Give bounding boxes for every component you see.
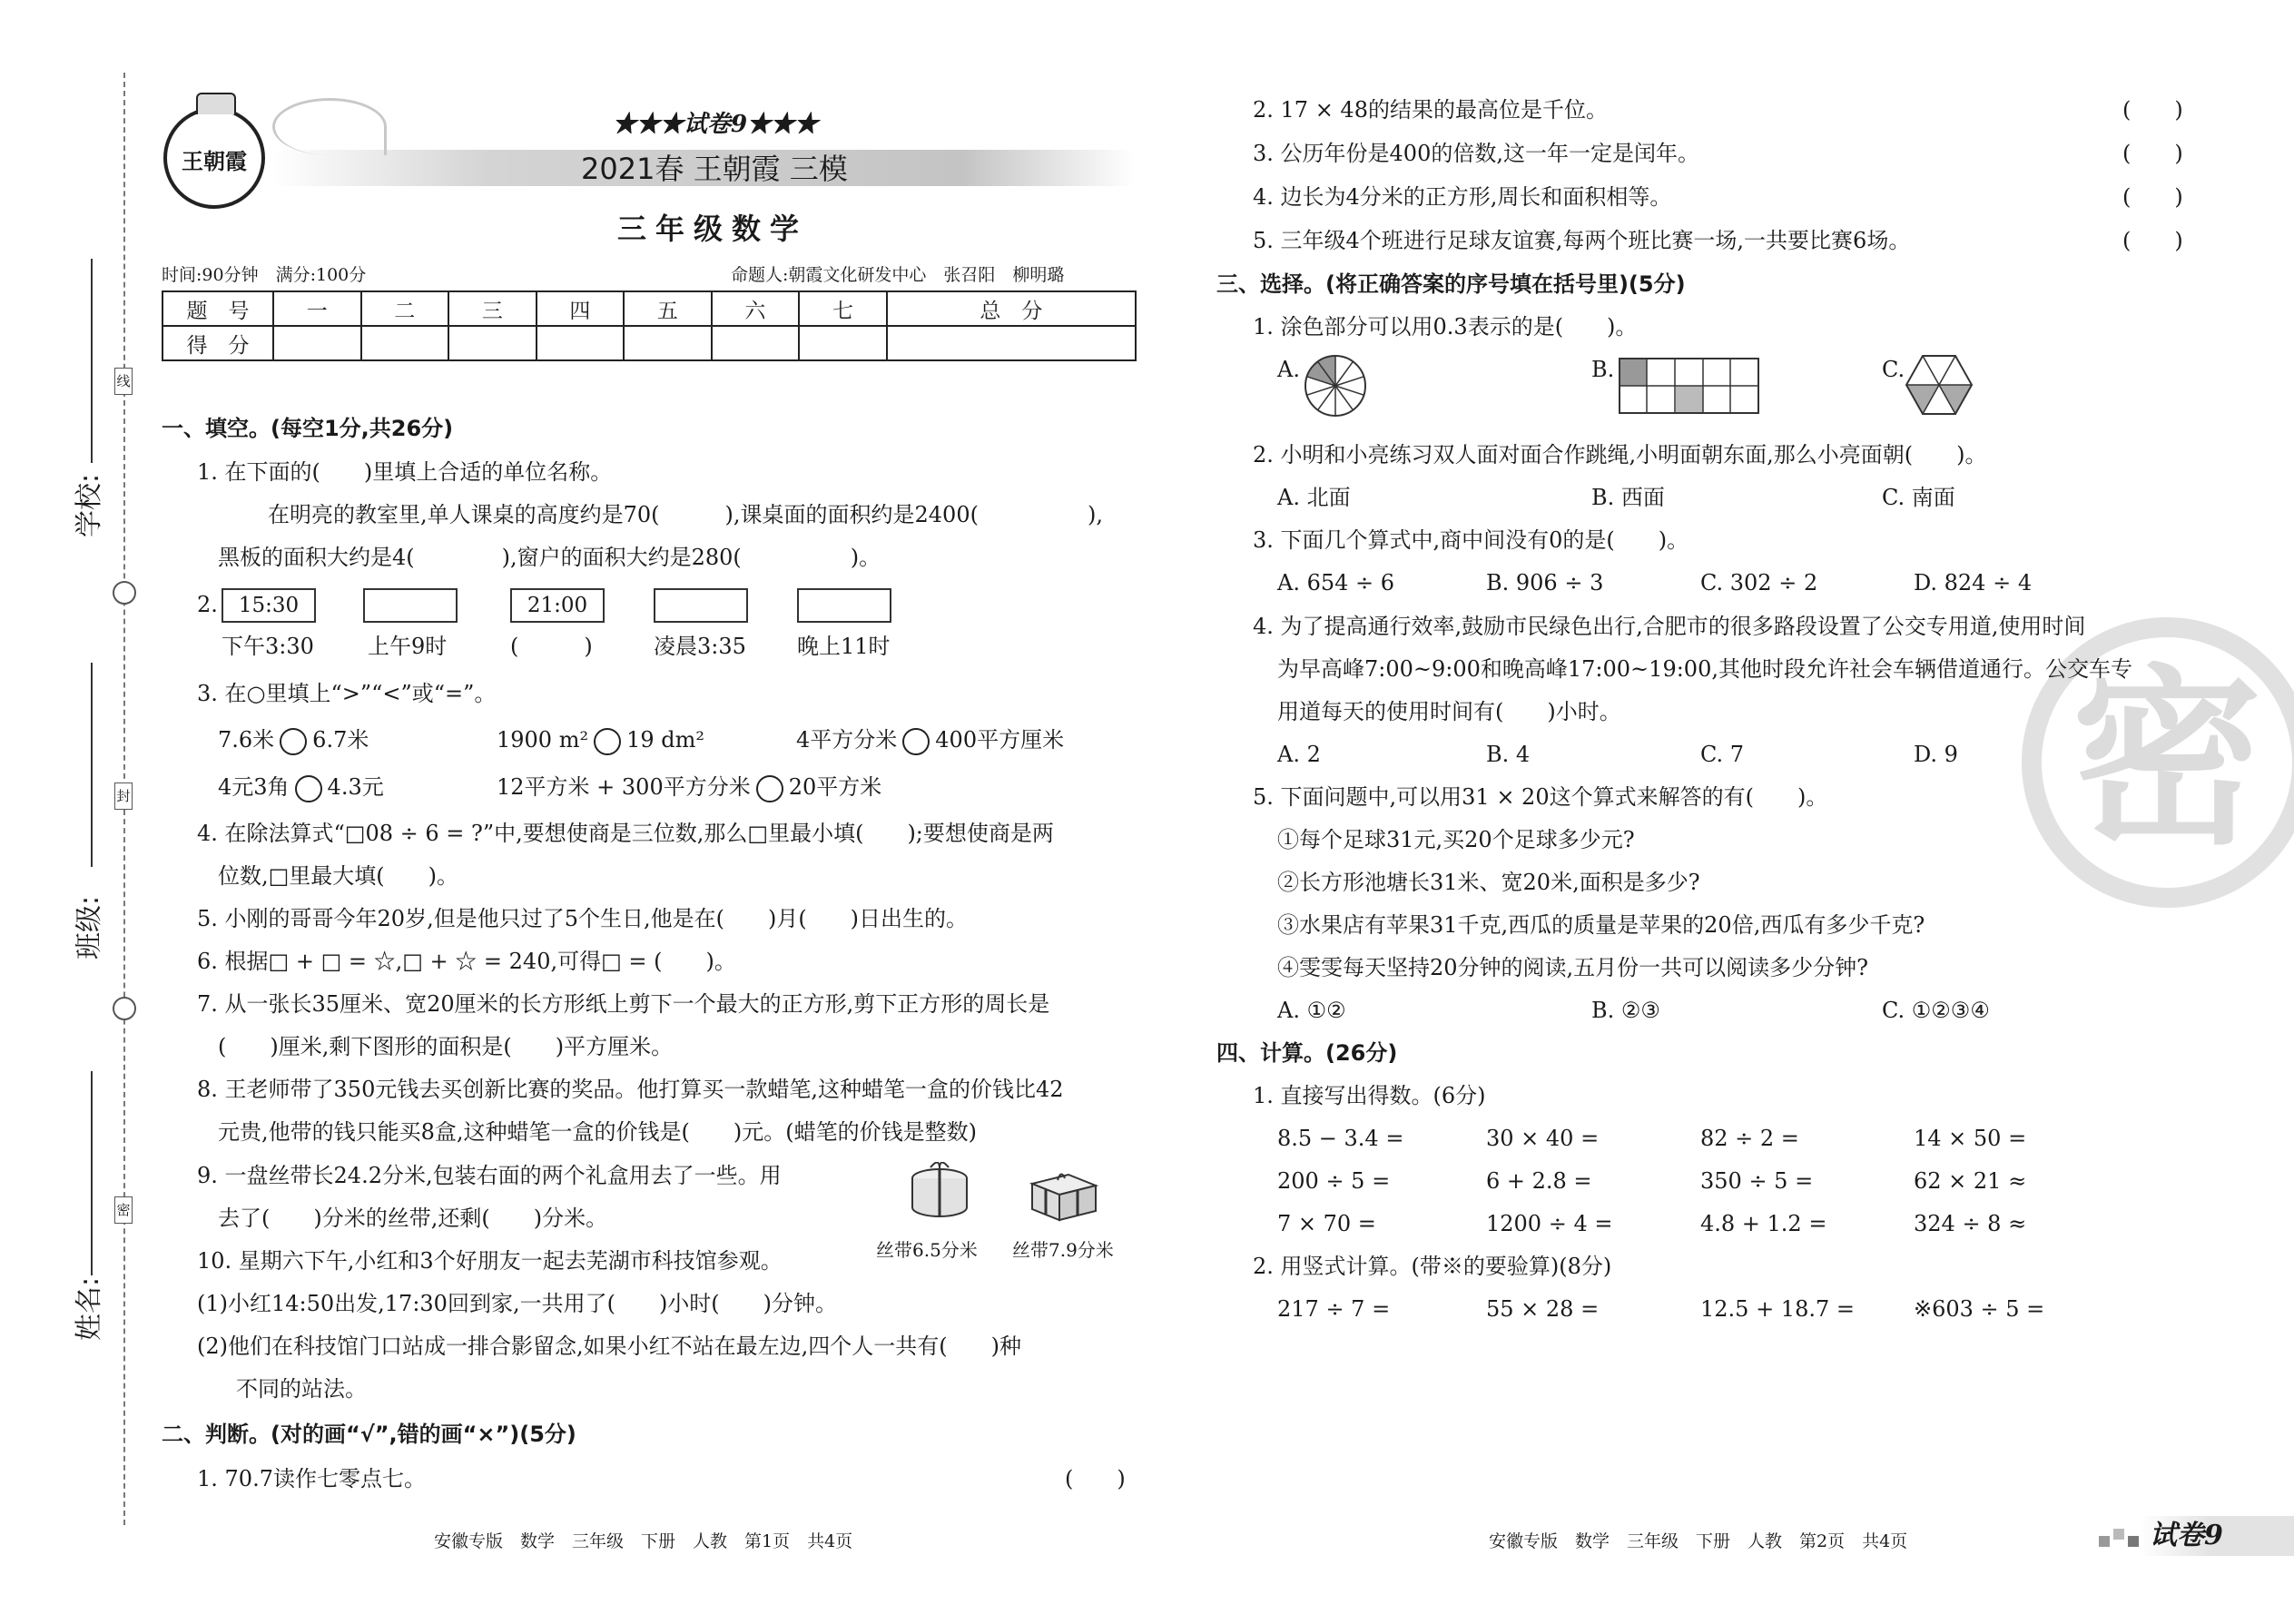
score-table (162, 290, 1137, 361)
time-info: 时间:90分钟 满分:100分 (162, 265, 367, 285)
choice-4-line2: 为早高峰7:00~9:00和晚高峰17:00~19:00,其他时段允许社会车辆借道通行。公交车专 (1277, 656, 2132, 682)
calc-item: 6 + 2.8 = (1486, 1168, 1592, 1194)
score-cell: 六 (712, 291, 800, 326)
school-label: 学校: (74, 473, 106, 538)
binding-hole-icon (113, 581, 136, 605)
school-field[interactable] (91, 259, 93, 463)
calc-item: 8.5 − 3.4 = (1277, 1126, 1404, 1151)
judge-1: 1. 70.7读作七零点七。 (197, 1466, 426, 1491)
calc-item: 7 × 70 = (1277, 1211, 1376, 1236)
compare-right: 19 dm² (626, 727, 705, 753)
subject-title: 三年级数学 (617, 212, 809, 246)
compare-item (497, 726, 704, 755)
question-10-part1: (1)小红14:50出发,17:30回到家,一共用了( )小时( )分钟。 (197, 1291, 838, 1316)
calc-item: 82 ÷ 2 = (1700, 1126, 1799, 1151)
score-input-cell[interactable] (537, 326, 625, 360)
choice-3: 3. 下面几个算式中,商中间没有0的是( )。 (1253, 527, 1689, 553)
logo-crown-icon (196, 93, 236, 114)
choice-2-option[interactable]: C. 南面 (1882, 485, 1955, 510)
score-input-cell[interactable] (799, 326, 887, 360)
choice-4-line3: 用道每天的使用时间有( )小时。 (1277, 699, 1621, 724)
compare-left: 4元3角 (218, 774, 290, 800)
question-8-line2: 元贵,他带的钱只能买8盒,这种蜡笔一盒的价钱是( )元。(蜡笔的价钱是整数) (218, 1119, 977, 1145)
compare-right: 6.7米 (312, 727, 369, 753)
clock-answer-box[interactable] (797, 588, 891, 623)
question-6: 6. 根据□ + □ = ☆,□ + ☆ = 240,可得□ = ( )。 (197, 949, 736, 974)
class-field[interactable] (91, 663, 93, 867)
compare-item (218, 726, 369, 755)
banner-ribbon-curl (272, 98, 387, 155)
judge-4-answer[interactable]: ( ) (2122, 184, 2183, 210)
secret-seal-watermark: 密 (2022, 617, 2294, 908)
judge-3: 3. 公历年份是400的倍数,这一年一定是闰年。 (1253, 141, 1699, 166)
calc-item: 1200 ÷ 4 = (1486, 1211, 1613, 1236)
question-10: 10. 星期六下午,小红和3个好朋友一起去芜湖市科技馆参观。 (197, 1248, 783, 1274)
clock-box: 21:00 (510, 588, 605, 623)
vertical-calc-item: 12.5 + 18.7 = (1700, 1296, 1855, 1322)
question-3: 3. 在○里填上“>”“<”或“=”。 (197, 681, 497, 706)
option-b-grid-figure (1619, 358, 1759, 414)
binding-tag-seal: 封 (114, 782, 133, 810)
score-cell: 总 分 (887, 291, 1136, 326)
binding-tag-line: 线 (114, 368, 133, 395)
stars-title: ★★★试卷9★★★ (613, 111, 819, 138)
compare-left: 12平方米 + 300平方分米 (497, 774, 751, 800)
compare-right: 400平方厘米 (935, 727, 1065, 753)
calc-2: 2. 用竖式计算。(带※的要验算)(8分) (1253, 1254, 1612, 1279)
choice-2-option[interactable]: A. 北面 (1277, 485, 1351, 510)
calc-item: 14 × 50 = (1914, 1126, 2027, 1151)
vertical-calc-item: 55 × 28 = (1486, 1296, 1600, 1322)
choice-3-option[interactable]: A. 654 ÷ 6 (1277, 570, 1395, 595)
judge-5-answer[interactable]: ( ) (2122, 228, 2183, 253)
name-field[interactable] (91, 1071, 93, 1275)
clock-label: 凌晨3:35 (654, 634, 746, 659)
binding-hole-icon (113, 997, 136, 1020)
compare-circle[interactable] (594, 728, 621, 755)
choice-5-option[interactable]: B. ②③ (1591, 998, 1660, 1023)
calc-item: 200 ÷ 5 = (1277, 1168, 1391, 1194)
judge-2-answer[interactable]: ( ) (2122, 97, 2183, 123)
clock-label: 下午3:30 (222, 634, 314, 659)
judge-3-answer[interactable]: ( ) (2122, 141, 2183, 166)
choice-5-item: ④雯雯每天坚持20分钟的阅读,五月份一共可以阅读多少分钟? (1277, 955, 1869, 980)
calc-1: 1. 直接写出得数。(6分) (1253, 1083, 1486, 1108)
choice-3-option[interactable]: D. 824 ÷ 4 (1914, 570, 2033, 595)
compare-left: 4平方分米 (796, 727, 898, 753)
compare-circle[interactable] (295, 775, 322, 802)
choice-1-option-c[interactable]: C. (1882, 357, 1905, 382)
question-1: 1. 在下面的( )里填上合适的单位名称。 (197, 459, 613, 485)
choice-4-option[interactable]: D. 9 (1914, 742, 1958, 767)
judge-5: 5. 三年级4个班进行足球友谊赛,每两个班比赛一场,一共要比赛6场。 (1253, 228, 1911, 253)
right-footer: 安徽专版 数学 三年级 下册 人教 第2页 共4页 (1489, 1531, 1908, 1551)
question-2-number: 2. (197, 592, 218, 617)
calc-item: 4.8 + 1.2 = (1700, 1211, 1827, 1236)
score-input-cell[interactable] (448, 326, 537, 360)
judge-1-answer[interactable]: ( ) (1065, 1466, 1126, 1491)
question-9-line2: 去了( )分米的丝带,还剩( )分米。 (218, 1206, 608, 1231)
logo-emblem (163, 107, 265, 209)
author-info: 命题人:朝霞文化研发中心 张召阳 柳明璐 (731, 265, 1065, 285)
compare-circle[interactable] (902, 728, 930, 755)
question-9: 9. 一盘丝带长24.2分米,包装右面的两个礼盒用去了一些。用 (197, 1163, 782, 1188)
choice-3-option[interactable]: C. 302 ÷ 2 (1700, 570, 1818, 595)
choice-5-option[interactable]: A. ①② (1277, 998, 1346, 1023)
clock-answer-box[interactable] (363, 588, 458, 623)
clock-answer-box[interactable] (654, 588, 748, 623)
ribbon-caption: 丝带6.5分米 (876, 1239, 978, 1261)
score-input-cell[interactable] (712, 326, 800, 360)
score-input-cell[interactable] (887, 326, 1136, 360)
compare-left: 1900 m² (497, 727, 589, 753)
question-10-part2: (2)他们在科技馆门口站成一排合影留念,如果小红不站在最左边,四个人一共有( )种 (197, 1334, 1021, 1359)
compare-circle[interactable] (756, 775, 783, 802)
question-7: 7. 从一张长35厘米、宽20厘米的长方形纸上剪下一个最大的正方形,剪下正方形的周长是 (197, 991, 1050, 1017)
corner-squares-icon (2128, 1536, 2139, 1547)
clock-label: 晚上11时 (797, 634, 891, 659)
choice-4-option[interactable]: A. 2 (1277, 742, 1321, 767)
square-gift-box-image (1023, 1167, 1099, 1224)
compare-item (796, 726, 1064, 755)
ribbon-caption: 丝带7.9分米 (1012, 1239, 1114, 1261)
choice-1: 1. 涂色部分可以用0.3表示的是( )。 (1253, 314, 1638, 340)
vertical-calc-item: ※603 ÷ 5 = (1914, 1296, 2045, 1322)
choice-4-option[interactable]: C. 7 (1700, 742, 1745, 767)
score-table-header-row (162, 291, 1136, 326)
logo-text: 王朝霞 (182, 148, 247, 174)
choice-5-item: ③水果店有苹果31千克,西瓜的质量是苹果的20倍,西瓜有多少千克? (1277, 912, 1925, 938)
choice-5-item: ①每个足球31元,买20个足球多少元? (1277, 827, 1635, 852)
round-gift-box-image (908, 1162, 971, 1222)
calc-item: 62 × 21 ≈ (1914, 1168, 2027, 1194)
choice-1-option-b[interactable]: B. (1591, 357, 1615, 382)
clock-label: 上午9时 (368, 634, 448, 659)
question-1-line2: 在明亮的教室里,单人课桌的高度约是70( ),课桌面的面积约是2400( ), (268, 502, 1103, 527)
choice-1-option-a[interactable]: A. (1277, 357, 1300, 382)
judge-4: 4. 边长为4分米的正方形,周长和面积相等。 (1253, 184, 1672, 210)
score-cell: 题 号 (162, 291, 273, 326)
compare-left: 7.6米 (218, 727, 275, 753)
section-4-title: 四、计算。(26分) (1216, 1040, 1398, 1066)
question-1-line3: 黑板的面积大约是4( ),窗户的面积大约是280( )。 (218, 545, 881, 570)
question-4-line2: 位数,□里最大填( )。 (218, 863, 459, 889)
choice-4: 4. 为了提高通行效率,鼓励市民绿色出行,合肥市的很多路段设置了公交专用道,使用时间 (1253, 614, 2086, 639)
option-c-hexagon-figure (1905, 352, 1974, 418)
choice-2-option[interactable]: B. 西面 (1591, 485, 1665, 510)
judge-2: 2. 17 × 48的结果的最高位是千位。 (1253, 97, 1608, 123)
class-label: 班级: (74, 895, 106, 960)
score-input-cell[interactable] (624, 326, 712, 360)
score-table-score-row (162, 326, 1136, 360)
calc-item: 324 ÷ 8 ≈ (1914, 1211, 2027, 1236)
calc-item: 350 ÷ 5 = (1700, 1168, 1814, 1194)
corner-squares-icon (2113, 1529, 2124, 1540)
corner-label: 试卷9 (2150, 1520, 2223, 1551)
score-cell: 二 (361, 291, 449, 326)
score-cell: 得 分 (162, 326, 273, 360)
compare-circle[interactable] (280, 728, 307, 755)
score-cell: 三 (448, 291, 537, 326)
compare-item (497, 773, 881, 802)
binding-tag-secret: 密 (114, 1196, 133, 1224)
compare-right: 4.3元 (327, 774, 384, 800)
banner-title: 2021春 王朝霞 三模 (581, 152, 848, 186)
compare-right: 20平方米 (788, 774, 882, 800)
section-1-title: 一、填空。(每空1分,共26分) (162, 416, 454, 441)
corner-squares-icon (2099, 1536, 2110, 1547)
choice-2: 2. 小明和小亮练习双人面对面合作跳绳,小明面朝东面,那么小亮面朝( )。 (1253, 442, 1987, 468)
calc-item: 30 × 40 = (1486, 1126, 1600, 1151)
section-3-title: 三、选择。(将正确答案的序号填在括号里)(5分) (1216, 271, 1686, 297)
section-2-title: 二、判断。(对的画“√”,错的画“×”)(5分) (162, 1422, 576, 1447)
score-input-cell[interactable] (273, 326, 361, 360)
question-8: 8. 王老师带了350元钱去买创新比赛的奖品。他打算买一款蜡笔,这种蜡笔一盒的价钱比42 (197, 1077, 1064, 1102)
corner-tab (2088, 1516, 2294, 1556)
name-label: 姓名: (74, 1276, 106, 1342)
choice-5-item: ②长方形池塘长31米、宽20米,面积是多少? (1277, 870, 1700, 895)
choice-5-option[interactable]: C. ①②③④ (1882, 998, 1990, 1023)
question-7-line2: ( )厘米,剩下图形的面积是( )平方厘米。 (218, 1034, 674, 1059)
left-footer: 安徽专版 数学 三年级 下册 人教 第1页 共4页 (434, 1531, 853, 1551)
option-a-circle-figure (1304, 354, 1367, 418)
choice-3-option[interactable]: B. 906 ÷ 3 (1486, 570, 1604, 595)
question-4: 4. 在除法算式“□08 ÷ 6 = ?”中,要想使商是三位数,那么□里最小填( );要想使商是两 (197, 821, 1054, 846)
vertical-calc-item: 217 ÷ 7 = (1277, 1296, 1391, 1322)
score-cell: 七 (799, 291, 887, 326)
clock-label: ( ) (510, 634, 593, 659)
choice-4-option[interactable]: B. 4 (1486, 742, 1531, 767)
clock-box: 15:30 (222, 588, 316, 623)
score-cell: 五 (624, 291, 712, 326)
score-cell: 四 (537, 291, 625, 326)
compare-item (218, 773, 384, 802)
question-10-part2-line2: 不同的站法。 (236, 1376, 367, 1402)
choice-5: 5. 下面问题中,可以用31 × 20这个算式来解答的有( )。 (1253, 784, 1828, 810)
score-cell: 一 (273, 291, 361, 326)
score-input-cell[interactable] (361, 326, 449, 360)
question-5: 5. 小刚的哥哥今年20岁,但是他只过了5个生日,他是在( )月( )日出生的。 (197, 906, 969, 931)
